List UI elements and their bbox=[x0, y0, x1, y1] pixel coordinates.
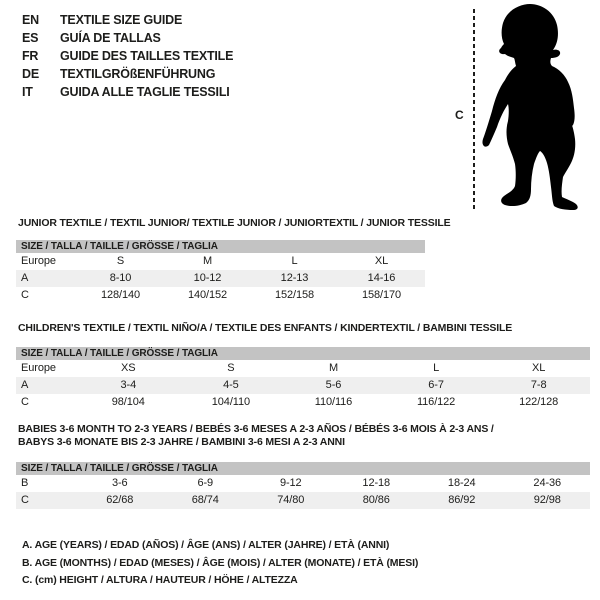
legend-line: A. AGE (YEARS) / EDAD (AÑOS) / ÂGE (ANS) / ALTER (JAHRE) / ETÀ (ANNI) bbox=[22, 539, 390, 551]
size-value: 14-16 bbox=[367, 272, 396, 284]
table-row bbox=[16, 360, 590, 377]
language-row bbox=[22, 65, 233, 83]
size-value: 4-5 bbox=[223, 379, 239, 391]
size-value: 9-12 bbox=[279, 477, 302, 489]
baby-silhouette-image bbox=[478, 0, 598, 215]
table-rows bbox=[16, 253, 425, 304]
table-title-line: BABIES 3-6 MONTH TO 2-3 YEARS / BEBÉS 3-6 MESES A 2-3 AÑOS / BÉBÉS 3-6 MOIS À 2-3 ANS / bbox=[18, 423, 494, 435]
table-rows bbox=[16, 475, 590, 509]
size-value: 104/110 bbox=[211, 396, 251, 408]
measure-legend bbox=[22, 537, 418, 590]
size-value: 116/122 bbox=[416, 396, 456, 408]
legend-line: C. (cm) HEIGHT / ALTURA / HAUTEUR / HÖHE / ALTEZZA bbox=[22, 574, 298, 586]
size-value: 158/170 bbox=[361, 289, 402, 301]
size-value: 12-18 bbox=[362, 477, 391, 489]
table-row bbox=[16, 394, 590, 411]
babies-size-table bbox=[16, 462, 590, 509]
size-value: L bbox=[433, 362, 440, 374]
children-size-table bbox=[16, 347, 590, 411]
size-value: 24-36 bbox=[533, 477, 562, 489]
language-row bbox=[22, 83, 233, 101]
table-row bbox=[16, 492, 590, 509]
size-header-bar: SIZE / TALLA / TAILLE / GRÖSSE / TAGLIA bbox=[16, 347, 590, 360]
row-label: A bbox=[21, 272, 29, 284]
size-value: 86/92 bbox=[448, 494, 476, 506]
language-list bbox=[22, 11, 233, 101]
height-dashed-line bbox=[473, 9, 475, 209]
size-value: 6-9 bbox=[197, 477, 214, 489]
language-row bbox=[22, 47, 233, 65]
size-value: S bbox=[227, 362, 235, 374]
size-value: 8-10 bbox=[109, 272, 132, 284]
row-label: A bbox=[21, 379, 29, 391]
size-value: 7-8 bbox=[530, 379, 547, 391]
row-label: Europe bbox=[21, 362, 56, 374]
table-title-line: BABYS 3-6 MONATE BIS 2-3 JAHRE / BAMBINI 3-6 MESI A 2-3 ANNI bbox=[18, 436, 345, 448]
size-value: 122/128 bbox=[519, 396, 559, 408]
size-value: M bbox=[202, 255, 213, 267]
size-value: 110/116 bbox=[314, 396, 353, 408]
size-value: 152/158 bbox=[274, 289, 315, 301]
table-title-junior bbox=[18, 217, 450, 230]
size-value: 12-13 bbox=[280, 272, 309, 284]
table-row bbox=[16, 253, 425, 270]
size-value: 92/98 bbox=[533, 494, 561, 506]
size-value: 98/104 bbox=[111, 396, 145, 408]
size-value: XS bbox=[121, 362, 136, 374]
size-value: 62/68 bbox=[106, 494, 134, 506]
language-title: GUIDA ALLE TAGLIE TESSILI bbox=[60, 85, 230, 99]
row-label: C bbox=[21, 289, 29, 301]
size-value: 80/86 bbox=[362, 494, 390, 506]
junior-size-table bbox=[16, 240, 425, 304]
size-value: XL bbox=[532, 362, 546, 374]
table-row bbox=[16, 270, 425, 287]
size-header-bar: SIZE / TALLA / TAILLE / GRÖSSE / TAGLIA bbox=[16, 240, 425, 253]
table-rows bbox=[16, 360, 590, 411]
size-value: 3-4 bbox=[120, 379, 137, 391]
size-value: 3-6 bbox=[111, 477, 128, 489]
table-title-line: CHILDREN'S TEXTILE / TEXTIL NIÑO/A / TEXTILE DES ENFANTS / KINDERTEXTIL / BAMBINI TESSILE bbox=[18, 322, 513, 334]
row-label: C bbox=[21, 396, 29, 408]
row-label: C bbox=[21, 494, 29, 506]
row-label: Europe bbox=[21, 255, 56, 267]
language-code: FR bbox=[22, 49, 39, 63]
language-title: TEXTILE SIZE GUIDE bbox=[60, 13, 183, 27]
table-title-babies bbox=[18, 423, 494, 449]
size-value: M bbox=[328, 362, 339, 374]
language-code: ES bbox=[22, 31, 39, 45]
figure-height-label: C bbox=[455, 108, 464, 122]
size-value: S bbox=[116, 255, 125, 267]
size-value: XL bbox=[374, 255, 389, 267]
language-code: IT bbox=[22, 85, 33, 99]
language-title: GUIDE DES TAILLES TEXTILE bbox=[60, 49, 234, 63]
table-row bbox=[16, 287, 425, 304]
size-value: L bbox=[291, 255, 298, 267]
language-title: TEXTILGRÖßENFÜHRUNG bbox=[60, 67, 216, 81]
size-value: 5-6 bbox=[325, 379, 342, 391]
table-title-children bbox=[18, 322, 512, 335]
row-label: B bbox=[21, 477, 29, 489]
table-row bbox=[16, 475, 590, 492]
language-title: GUÍA DE TALLAS bbox=[60, 31, 161, 45]
language-row bbox=[22, 29, 233, 47]
size-value: 128/140 bbox=[100, 289, 141, 301]
language-code: EN bbox=[22, 13, 39, 27]
language-row bbox=[22, 11, 233, 29]
size-value: 140/152 bbox=[187, 289, 228, 301]
table-title-line: JUNIOR TEXTILE / TEXTIL JUNIOR/ TEXTILE JUNIOR / JUNIORTEXTIL / JUNIOR TESSILE bbox=[18, 217, 451, 229]
size-value: 10-12 bbox=[193, 272, 222, 284]
legend-line: B. AGE (MONTHS) / EDAD (MESES) / ÂGE (MOIS) / ALTER (MONATE) / ETÀ (MESI) bbox=[22, 556, 419, 569]
language-code: DE bbox=[22, 67, 39, 81]
size-value: 18-24 bbox=[447, 477, 476, 489]
size-value: 6-7 bbox=[428, 379, 444, 391]
size-header-bar: SIZE / TALLA / TAILLE / GRÖSSE / TAGLIA bbox=[16, 462, 590, 475]
size-value: 74/80 bbox=[277, 494, 305, 506]
table-row bbox=[16, 377, 590, 394]
size-value: 68/74 bbox=[191, 494, 219, 506]
